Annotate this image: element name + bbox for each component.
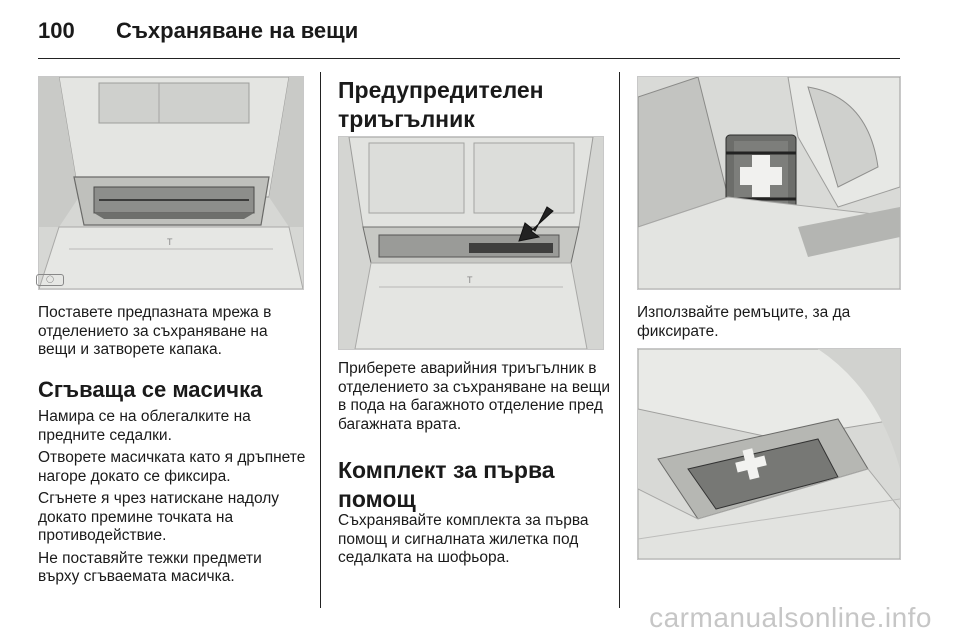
svg-text:T: T <box>167 237 173 247</box>
paragraph: Не поставяйте тежки предмети върху сгъваемата масичка. <box>38 549 262 585</box>
column1-body <box>38 408 306 587</box>
warning-triangle-illustration <box>338 136 604 350</box>
paragraph: Сгънете я чрез натискане надолу докато премине точката на противодействие. <box>38 490 280 544</box>
column3-caption <box>637 304 899 341</box>
column-divider-1 <box>320 72 321 608</box>
first-aid-under-seat-illustration <box>637 76 901 290</box>
column1-caption <box>38 304 306 360</box>
page-title: Съхраняване на вещи <box>116 18 359 43</box>
manufacturer-logo-icon: ◯ <box>36 274 64 286</box>
header-rule <box>38 58 900 59</box>
svg-text:T: T <box>467 275 473 285</box>
caption-text: Използвайте ремъците, за да фиксирате. <box>637 304 851 340</box>
column2-body-2 <box>338 512 610 568</box>
section-heading-warning-triangle: Предупредителен триъгълник <box>338 77 544 132</box>
cargo-storage-illustration <box>38 76 304 290</box>
paragraph: Намира се на облегалките на предните седалки. <box>38 408 251 444</box>
page-number: 100 <box>38 18 75 43</box>
column-divider-2 <box>619 72 620 608</box>
paragraph: Отворете масичката като я дръпнете нагоре докато се фиксира. <box>38 449 306 485</box>
paragraph: Съхранявайте комплекта за първа помощ и сигналната жилетка под седалката на шофьора. <box>338 512 589 566</box>
first-aid-kit-compartment-illustration <box>637 348 901 560</box>
section-heading-first-aid-kit: Комплект за първа помощ <box>338 457 555 512</box>
watermark: carmanualsonline.info <box>649 602 932 633</box>
column2-body-1 <box>338 360 610 434</box>
caption-text: Поставете предпазната мрежа в отделението за съхраняване на вещи и затворете капака. <box>38 304 272 358</box>
section-heading-folding-table: Сгъваща се масичка <box>38 377 263 402</box>
paragraph: Приберете аварийния триъгълник в отделението за съхраняване на вещи в пода на багажното отделение пред багажната врата. <box>338 360 611 433</box>
